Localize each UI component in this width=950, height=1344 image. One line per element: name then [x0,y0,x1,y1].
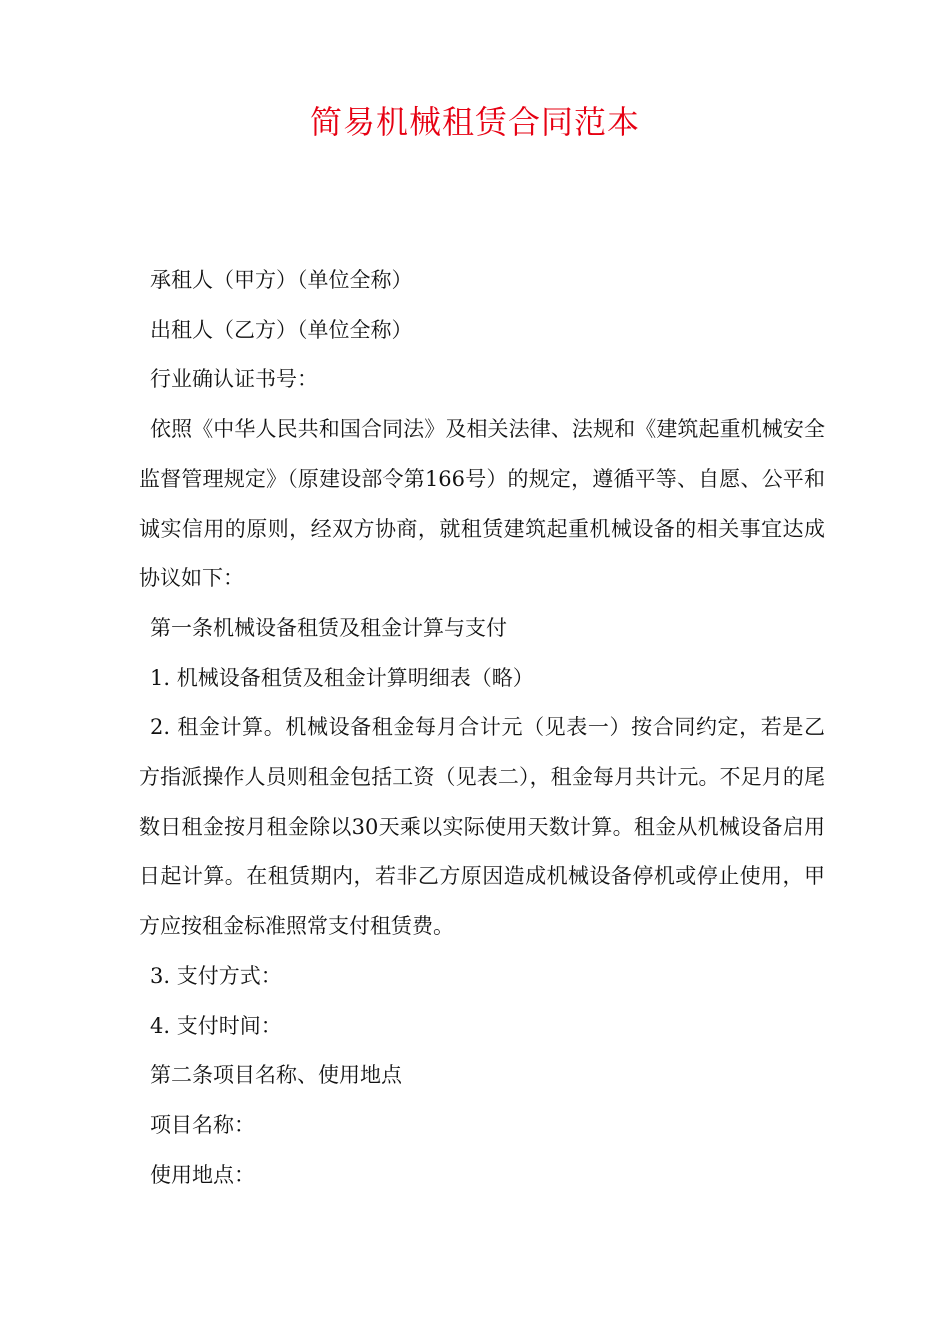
paragraph-article-1-heading: 第一条机械设备租赁及租金计算与支付 [150,615,507,640]
paragraph-project-name: 项目名称： [150,1112,255,1137]
paragraph-certificate-number: 行业确认证书号： [150,367,318,392]
paragraph-article-2-heading: 第二条项目名称、使用地点 [150,1063,402,1088]
paragraph-article-1-item-3: 3. 支付方式： [150,963,282,988]
paragraph-usage-location: 使用地点： [150,1162,255,1187]
paragraph-article-1-item-1: 1. 机械设备租赁及租金计算明细表（略） [150,665,534,690]
paragraph-preamble: 依照《中华人民共和国合同法》及相关法律、法规和《建筑起重机械安全监督管理规定》（原建设部令第166号）的规定，遵循平等、自愿、公平和诚实信用的原则，经双方协商，就租赁建筑起重机械设备的相关事宜达成协议如下： [139,417,825,591]
paragraph-article-1-item-4: 4. 支付时间： [150,1013,282,1038]
paragraph-lessor: 出租人（乙方）（单位全称） [150,317,413,342]
document-title: 简易机械租赁合同范本 [309,103,640,141]
paragraph-article-1-item-2: 2. 租金计算。机械设备租金每月合计元（见表一）按合同约定，若是乙方指派操作人员则租金包括工资（见表二），租金每月共计元。不足月的尾数日租金按月租金除以30天乘以实际使用天数计算。租金从机械设备启用日起计算。在租赁期内，若非乙方原因造成机械设备停机或停止使用，甲方应按租金标准照常支付租赁费。 [139,715,825,939]
paragraph-lessee: 承租人（甲方）（单位全称） [150,268,413,292]
document-body [139,256,825,1200]
